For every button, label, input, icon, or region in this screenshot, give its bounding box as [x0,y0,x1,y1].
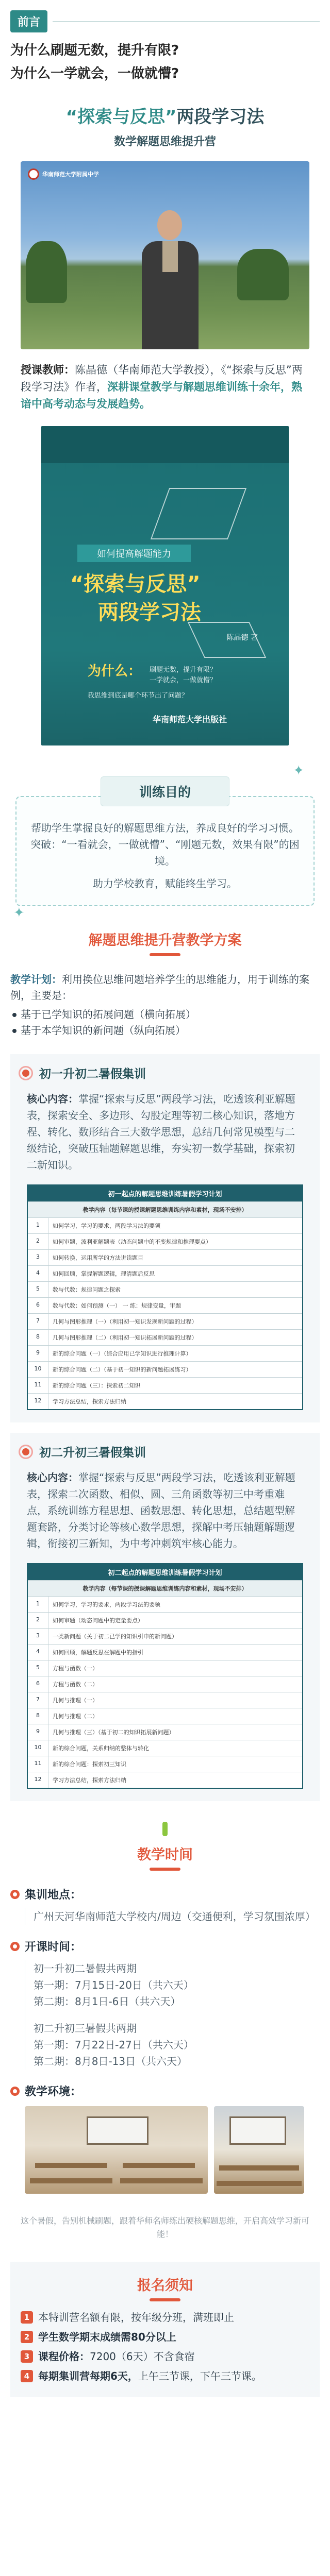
notice-number-badge: 4 [21,2370,33,2382]
bio-text: 陈晶德（华南师范大学教授），《“探索与反思”两段学习法》作者， [21,364,303,393]
cohort-1-period-1: 第一期：7月15日-20日（共六天） [34,1979,194,1991]
table-row [28,1217,302,1233]
location-info [10,1886,320,1925]
lesson-number: 7 [28,1314,48,1329]
location-text: 广州天河华南师范大学校内/周边（交通便利，学习氛围浓厚） [25,1908,320,1925]
table-row [28,1329,302,1345]
table-row [28,1676,302,1692]
classroom-pin-icon [10,2087,20,2096]
notice-number-badge: 2 [21,2331,33,2343]
notice-list [21,2310,309,2384]
book-kicker: 如何提高解题能力 [77,545,191,562]
book-title-1: “探索与反思” [70,572,201,596]
lesson-number: 10 [28,1740,48,1756]
lesson-number: 11 [28,1378,48,1393]
schedule-table-title: 初二起点的解题思维训练暑假学习计划 [28,1564,302,1580]
lesson-number: 8 [28,1708,48,1724]
lesson-content: 如何回顾，解题反思在解题中的指引 [53,1649,143,1656]
notice-item [21,2310,309,2325]
course-title [0,103,330,128]
table-row [28,1281,302,1297]
lesson-content: 几何与推理（二） [53,1713,98,1720]
lesson-content: 新的综合问题（一）（综合应用已学知识进行推理计算） [53,1350,192,1357]
question-1: 为什么刷题无数，提升有限? [10,43,179,58]
lesson-content: 如何回顾，掌握解题逻辑，理清题后反思 [53,1270,155,1277]
notice-text [38,2310,234,2325]
lesson-content: 新的综合问题，关系归纳的整体与转化 [53,1745,149,1752]
schedule-body [25,1960,320,2070]
sparkle-icon: ✦ [13,905,25,921]
table-row [28,1377,302,1393]
geometry-shape [151,488,246,539]
calendar-pin-icon [10,1942,20,1951]
lesson-number: 12 [28,1772,48,1788]
schedule-table-subtitle: 教学内容（每节课的授课解题思维训练内容和素材，现场不安排） [28,1202,302,1217]
notice-title: 报名须知 [137,2278,193,2294]
lesson-number: 5 [28,1282,48,1297]
goal-text-2: 助力学校教育，赋能终生学习。 [93,877,237,890]
time-title: 教学时间 [137,1847,193,1863]
time-section-header [0,1822,330,1871]
title-underline [150,2298,180,2301]
tree-shape [237,249,289,300]
notice-item [21,2329,309,2345]
plan-text: 利用换位思维问题培养学生的思维能力，用于训练的案例，主要是： [10,973,309,1002]
lesson-number: 3 [28,1250,48,1265]
camp-header [19,1064,311,1081]
camp-header [19,1443,311,1460]
location-pin-icon [10,1890,20,1899]
camp-desc-key: 核心内容： [27,1093,78,1105]
lesson-content: 新的综合问题（二）（基于初一知识的新问题拓展练习） [53,1366,192,1373]
camp-grade2 [10,1433,320,1801]
plan-bullet: 基于已学知识的拓展问题（横向拓展） [10,1007,320,1023]
environment-label: 教学环境： [25,2086,82,2098]
notice-strong: 每期集训营每期6天， [38,2370,138,2382]
lesson-content: 学习方法总结，探索方法归纳 [53,1777,126,1784]
lesson-content: 几何与图形推理（二）（利用初一知识拓展新问题的过程） [53,1334,197,1341]
preface-header [10,10,320,32]
teaching-plan [10,972,320,1039]
book-why-line-2: 一学就会，一做就懵？ [150,676,217,684]
bio-highlight: 深耕课堂教学与解题思维训练十余年，熟谙中高考动态与发展趋势。 [21,381,302,410]
classroom-photo [214,2106,304,2194]
table-row [28,1345,302,1361]
lesson-content: 如何学习，学习的要求，两段学习法的要领 [53,1601,160,1608]
lesson-number: 1 [28,1597,48,1612]
camp-desc-text: 掌握“探索与反思”两段学习法，吃透该利亚解题表，探索二次函数、相似、圆、三角函数等初三中考重难点，系统训练方程思想、函数思想、转化思想，总结题型解题套路，分类讨论等核心数学思想，探解中考压轴题解题逻辑，衔接初三新知，为中考冲刺筑牢核心能力。 [27,1471,295,1550]
lesson-number: 4 [28,1645,48,1660]
lesson-content: 一类新问题（关于初二已学的知识引申的新问题） [53,1633,177,1640]
cohort-1-period-2: 第二期：8月1日-6日（共六天） [34,1995,181,2008]
notice-text [38,2329,176,2345]
camp-desc-text: 掌握“探索与反思”两段学习法，吃透该利亚解题表，探索安全、多边形、勾股定理等初二核心知识，落地方程、转化、数形结合三大数学思想，总结几何常见模型与二级结论，突破压轴题解题思维，夯实初一数学基础，探索初二新知识。 [27,1093,295,1171]
lesson-content: 方程与函数（二） [53,1681,98,1688]
schedule-table [27,1184,303,1410]
schedule-table-subtitle-row [28,1201,302,1217]
book-why-line-3: 我思维到底是哪个环节出了问题？ [88,692,189,700]
notice-rest: 本特训营名额有限，按年级分班，满班即止 [38,2311,234,2324]
schedule-table-subtitle: 教学内容（每节课的授课解题思维训练内容和素材，现场不安排） [28,1581,302,1596]
lesson-number: 6 [28,1676,48,1692]
schedule-table-title: 初一起点的解题思维训练暑假学习计划 [28,1185,302,1201]
cohort-2-title: 初二升初三暑假共两期 [34,2022,137,2035]
lesson-number: 9 [28,1724,48,1740]
course-title-rest: 两段学习法 [176,107,265,127]
classroom-photos [25,2106,320,2194]
lesson-content: 新的综合问题（三）：探索初二知识 [53,1382,141,1389]
book-title-2: 两段学习法 [98,601,201,624]
book-publisher: 华南师范大学出版社 [152,715,227,724]
closing-note: 这个暑假，告别机械刷题，跟着华师名师练出硬核解题思维，开启高效学习新可能！ [21,2216,310,2239]
schedule-rows [28,1217,302,1409]
camp-grade1 [10,1054,320,1422]
table-row [28,1596,302,1612]
lesson-content: 几何与推理（三）（基于初二的知识拓展新问题） [53,1729,175,1736]
notice-number-badge: 3 [21,2350,33,2363]
cohort-1-title: 初一升初二暑假共两期 [34,1962,137,1975]
schedule-rows [28,1596,302,1788]
title-underline [150,953,180,956]
goal-box [15,796,315,906]
table-row [28,1297,302,1313]
teacher-bio [21,362,309,413]
lesson-content: 如何学习，学习的要求，两段学习法的要领 [53,1223,160,1229]
school-logo-text: 华南师范大学附属中学 [42,171,99,178]
cohort-2-period-2: 第二期：8月8日-13日（共六天） [34,2055,188,2067]
lesson-content: 几何与图形推理（一）（利用初一知识发现新问题的过程） [53,1318,197,1325]
tree-shape [26,241,67,303]
goal-title: 训练目的 [101,776,229,806]
course-subtitle: 数学解题思维提升营 [113,135,216,148]
divider [53,21,320,22]
lesson-number: 10 [28,1362,48,1377]
plan-bullet: 基于本学知识的新问题（纵向拓展） [10,1023,320,1039]
title-underline [150,1868,180,1871]
table-row [28,1740,302,1756]
preface [0,0,330,82]
classroom-photo [25,2106,208,2194]
lesson-content: 数与代数：如何预测（一） 一 练：规律变量，审题 [53,1302,181,1309]
schedule-label: 开课时间： [25,1941,82,1954]
decor-bar [162,1822,168,1836]
book-author: 陈晶德 著 [226,634,258,642]
school-logo [28,168,99,180]
course-title-quoted: “探索与反思” [65,107,177,127]
table-row [28,1393,302,1409]
lesson-number: 11 [28,1756,48,1772]
teacher-photo [21,161,309,349]
lesson-number: 4 [28,1266,48,1281]
lesson-number: 9 [28,1346,48,1361]
camp-description [27,1469,303,1552]
bullet-dot-icon [19,1445,33,1459]
plan-list [10,1007,320,1039]
camp-desc-key: 核心内容： [27,1471,78,1484]
lesson-number: 1 [28,1218,48,1233]
table-row [28,1772,302,1788]
table-row [28,1724,302,1740]
camp-title: 初一升初二暑假集训 [39,1067,146,1081]
program-title: 解题思维提升营教学方案 [88,933,242,948]
table-row [28,1361,302,1377]
notice-item [21,2368,309,2384]
location-label: 集训地点： [25,1889,82,1902]
lesson-content: 新的综合问题：探索初三知识 [53,1761,126,1768]
notice-text [38,2368,262,2384]
registration-notice [10,2262,320,2397]
goal-text-1: 帮助学生掌握良好的解题思维方法，养成良好的学习习惯。突破：“一看就会，一做就懵”、“刚题无数，效果有限”的困境。 [30,822,300,867]
notice-item [21,2349,309,2364]
schedule-table-subtitle-row [28,1580,302,1596]
book-why: 为什么： [88,664,142,679]
question-2: 为什么一学就会，一做就懵? [10,66,179,81]
table-row [28,1612,302,1628]
lesson-content: 方程与函数（一） [53,1665,98,1672]
lesson-number: 8 [28,1330,48,1345]
lesson-number: 2 [28,1613,48,1628]
table-row [28,1692,302,1708]
table-row [28,1265,302,1281]
schedule-table [27,1563,303,1789]
book-top-band [41,426,289,463]
lesson-content: 如何审题，波利亚解题表（动态问题中的不变规律和推理要点） [53,1239,211,1245]
table-row [28,1313,302,1329]
lesson-number: 6 [28,1298,48,1313]
plan-label: 教学计划： [10,973,62,986]
notice-strong: 学生数学期末成绩需80分以上 [38,2331,176,2343]
bio-label: 授课教师： [21,364,75,376]
table-row [28,1708,302,1724]
environment-info [10,2083,320,2194]
table-row [28,1249,302,1265]
lesson-content: 如何审题（动态问题中的定量要点） [53,1617,143,1624]
lesson-number: 3 [28,1629,48,1644]
table-row [28,1644,302,1660]
book-cover [41,426,289,745]
notice-text [38,2349,195,2364]
school-emblem-icon [28,168,39,180]
cohort-2-period-1: 第一期：7月22日-27日（共六天） [34,2039,194,2051]
camp-description [27,1091,303,1173]
bullet-dot-icon [19,1066,33,1080]
notice-strong: 课程价格： [38,2350,90,2363]
preface-tag: 前言 [10,10,47,32]
camp-title: 初二升初三暑假集训 [39,1446,146,1460]
lesson-number: 2 [28,1234,48,1249]
table-row [28,1660,302,1676]
lesson-content: 数与代数：规律问题之探索 [53,1286,121,1293]
teacher-figure [142,210,199,349]
table-row [28,1756,302,1772]
table-row [28,1628,302,1644]
table-row [28,1233,302,1249]
lesson-content: 学习方法总结，探索方法归纳 [53,1398,126,1405]
lesson-number: 7 [28,1692,48,1708]
notice-rest: 7200（6天）不含食宿 [90,2350,195,2363]
book-why-line-1: 刷题无数，提升有限？ [150,666,217,674]
schedule-info [10,1938,320,2070]
notice-number-badge: 1 [21,2311,33,2324]
sparkle-icon: ✦ [293,763,304,778]
lesson-content: 如何转换，运用所学的方法讲读题目 [53,1255,143,1261]
lesson-content: 几何与推理（一） [53,1697,98,1704]
lesson-number: 5 [28,1660,48,1676]
notice-rest: 上午三节课，下午三节课。 [138,2370,262,2382]
training-goal [13,763,315,921]
lesson-number: 12 [28,1394,48,1409]
